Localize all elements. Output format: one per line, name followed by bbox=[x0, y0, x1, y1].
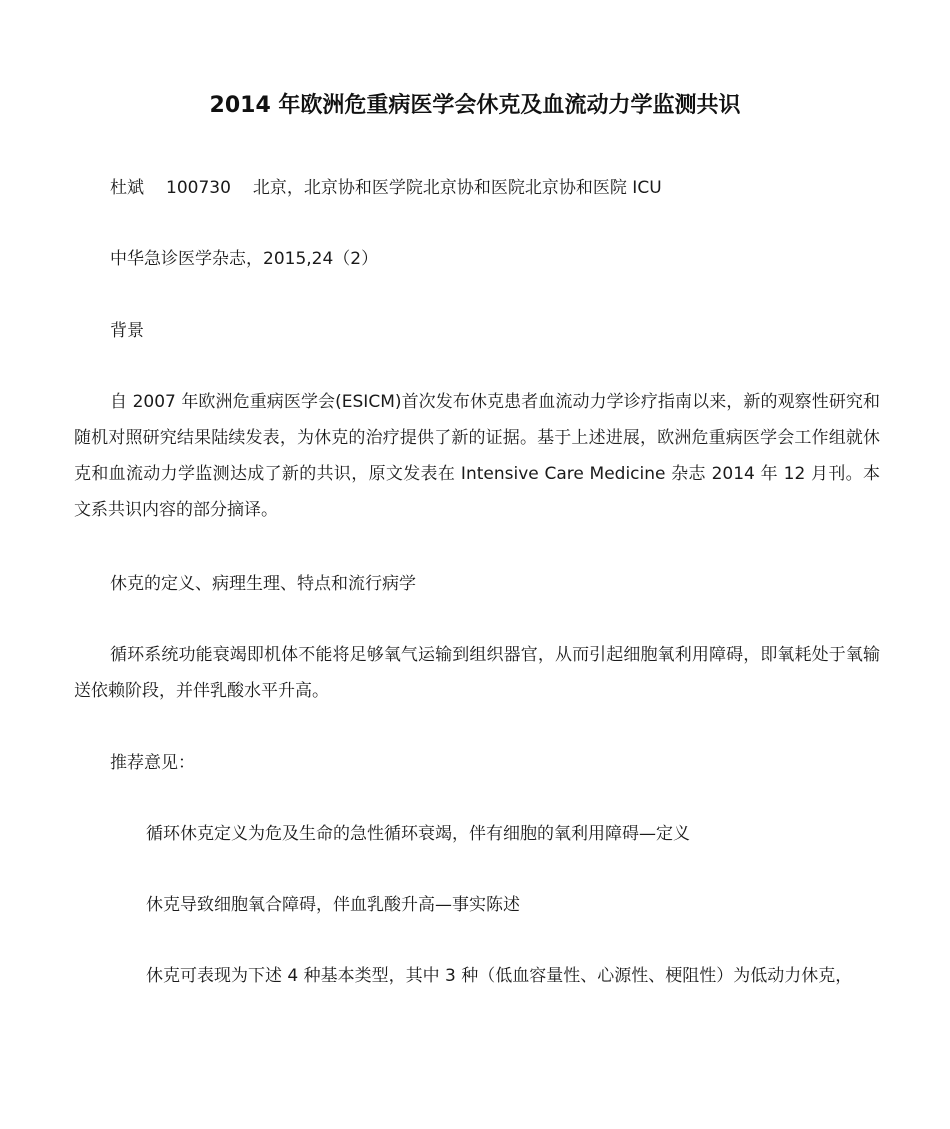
recommendation-item: 休克可表现为下述 4 种基本类型，其中 3 种（低血容量性、心源性、梗阻性）为低动力休克， bbox=[146, 966, 853, 986]
journal-citation: 中华急诊医学杂志，2015,24（2） bbox=[110, 249, 379, 269]
recommendation-item: 循环休克定义为危及生命的急性循环衰竭，伴有细胞的氧利用障碍—定义 bbox=[146, 824, 690, 844]
background-paragraph: 自 2007 年欧洲危重病医学会(ESICM)首次发布休克患者血流动力学诊疗指南以来，新的观察性研究和随机对照研究结果陆续发表，为休克的治疗提供了新的证据。基于上述进展，欧洲危重病医学会工作组就休克和血流动力学监测达成了新的共识，原文发表在 Intensive Care Medicine 杂志 2014 年 12 月刊。本文系共识内容的部分摘译。 bbox=[74, 392, 880, 520]
recommendations-label: 推荐意见： bbox=[110, 753, 195, 773]
author-affiliation: 北京，北京协和医学院北京协和医院北京协和医院 ICU bbox=[252, 178, 662, 198]
author-line bbox=[110, 176, 662, 200]
recommendation-item: 休克导致细胞氧合障碍，伴血乳酸升高—事实陈述 bbox=[146, 895, 520, 915]
document-title: 2014 年欧洲危重病医学会休克及血流动力学监测共识 bbox=[209, 93, 741, 118]
definition-paragraph: 循环系统功能衰竭即机体不能将足够氧气运输到组织器官，从而引起细胞氧利用障碍，即氧耗处于氧输送依赖阶段，并伴乳酸水平升高。 bbox=[74, 645, 880, 701]
section-heading-background: 背景 bbox=[110, 321, 144, 341]
section-heading-definition: 休克的定义、病理生理、特点和流行病学 bbox=[110, 574, 416, 594]
author-name: 杜斌 bbox=[110, 178, 144, 198]
author-postcode: 100730 bbox=[166, 178, 231, 198]
